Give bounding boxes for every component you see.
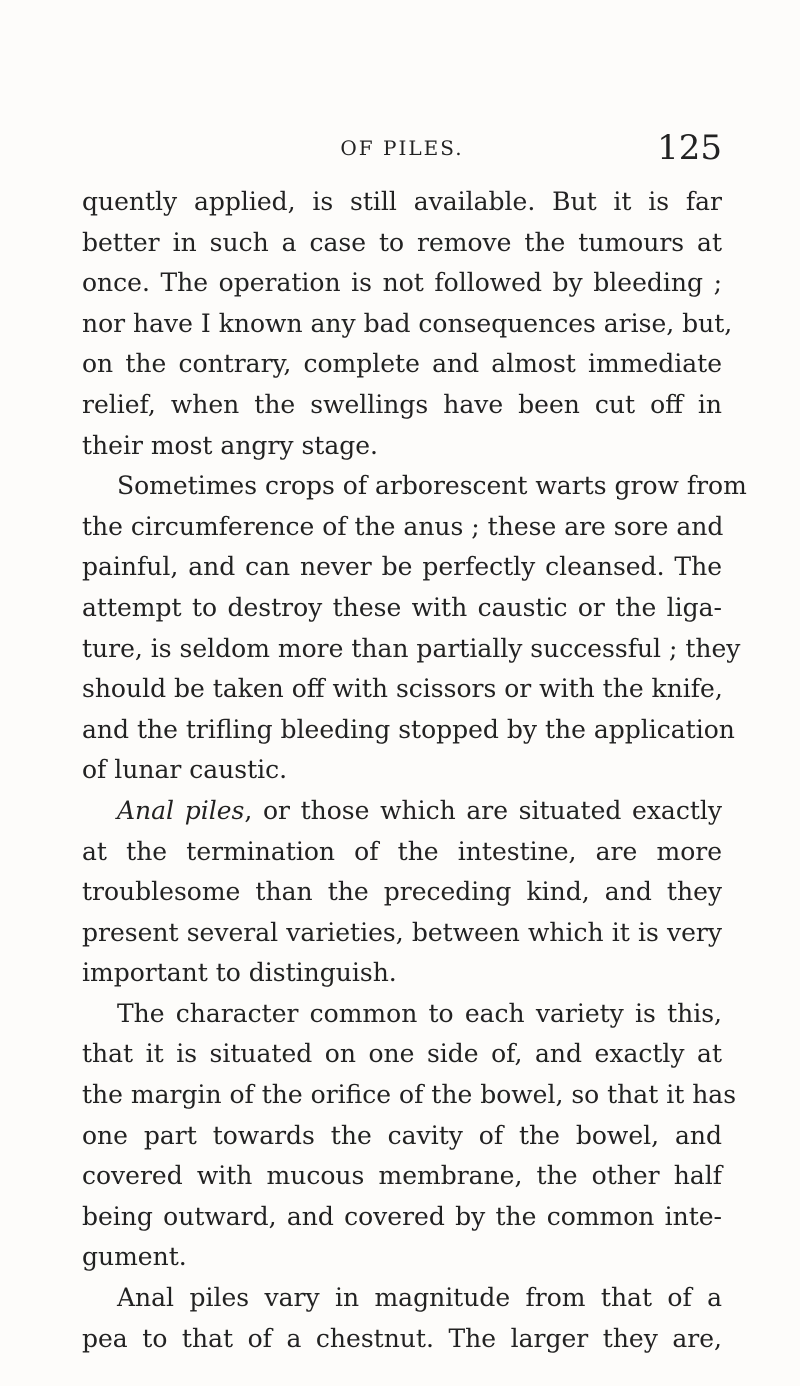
text-line: better in such a case to remove the tumours at bbox=[82, 227, 722, 257]
text-line: that it is situated on one side of, and exactly at bbox=[82, 1039, 722, 1069]
text-line: gument. bbox=[82, 1242, 187, 1272]
text-line: their most angry stage. bbox=[82, 430, 378, 460]
text-line: present several varieties, between which it is very bbox=[82, 917, 722, 947]
text-line: relief, when the swellings have been cut off in bbox=[82, 389, 722, 419]
text-line: one part towards the cavity of the bowel, and bbox=[82, 1120, 722, 1150]
text-line: Sometimes crops of arborescent warts grow from bbox=[117, 471, 747, 501]
text-line: the margin of the orifice of the bowel, so that it has bbox=[82, 1080, 737, 1110]
body-text bbox=[82, 182, 747, 1359]
text-line: covered with mucous membrane, the other half bbox=[82, 1161, 722, 1191]
text-line: painful, and can never be perfectly cleansed. The bbox=[82, 552, 722, 582]
text-line: and the trifling bleeding stopped by the application bbox=[82, 714, 735, 744]
page-number: 125 bbox=[657, 128, 722, 168]
text-line: on the contrary, complete and almost immediate bbox=[82, 349, 722, 379]
text-line bbox=[82, 791, 722, 832]
italic-term: Anal piles bbox=[117, 795, 245, 825]
running-title: OF PILES. bbox=[340, 136, 464, 160]
text-line: of lunar caustic. bbox=[82, 755, 288, 785]
text-line: Anal piles vary in magnitude from that of a bbox=[117, 1283, 722, 1313]
text-span: , or those which are situated exactly bbox=[244, 795, 723, 825]
text-line: at the termination of the intestine, are more bbox=[82, 836, 722, 866]
text-line: the circumference of the anus ; these are sore and bbox=[82, 511, 724, 541]
text-line: pea to that of a chestnut. The larger they are, bbox=[82, 1323, 722, 1353]
text-line: once. The operation is not followed by bleeding ; bbox=[82, 268, 722, 298]
text-line: important to distinguish. bbox=[82, 958, 397, 988]
text-line: should be taken off with scissors or with the knife, bbox=[82, 674, 723, 704]
running-head bbox=[82, 128, 722, 168]
text-line: nor have I known any bad consequences arise, but, bbox=[82, 308, 733, 338]
text-line: The character common to each variety is this, bbox=[117, 998, 722, 1028]
text-line: troublesome than the preceding kind, and they bbox=[82, 877, 722, 907]
text-line: attempt to destroy these with caustic or the liga- bbox=[82, 592, 722, 622]
text-line: quently applied, is still available. But it is far bbox=[82, 187, 722, 216]
text-line: being outward, and covered by the common inte- bbox=[82, 1201, 722, 1231]
text-line: ture, is seldom more than partially successful ; they bbox=[82, 633, 741, 663]
